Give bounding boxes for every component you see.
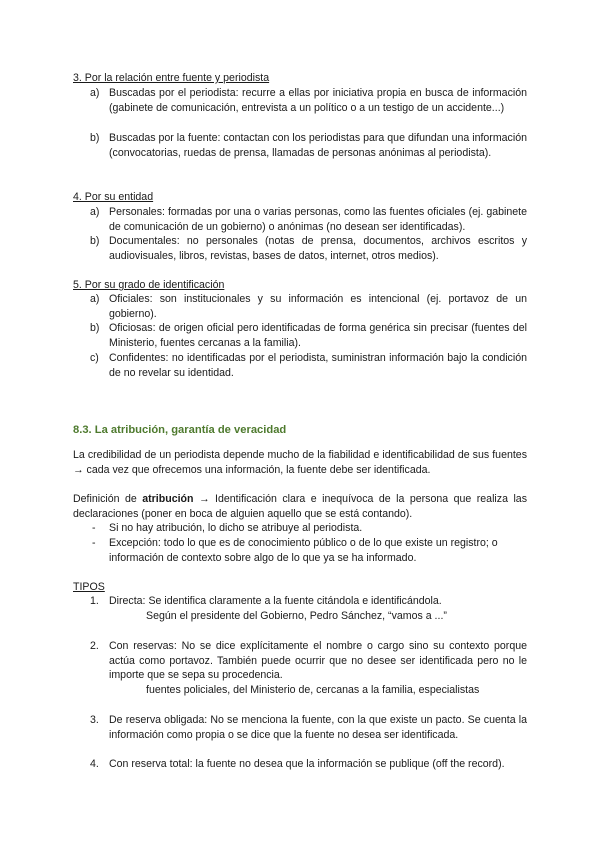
bullet-marker: - <box>92 537 96 549</box>
definition-term: atribución <box>142 493 194 505</box>
list-item: Directa: Se identifica claramente a la fuente citándola e identificándola. <box>109 595 442 607</box>
list-marker: 4. <box>90 758 99 770</box>
list-item: Con reserva total: la fuente no desea que la información se publique (off the record). <box>109 758 505 770</box>
list-item: Buscadas por el periodista: recurre a ellas por iniciativa propia en busca de información (gabinete de comunicación, entrevista a un político o a un testigo de un accidente...) <box>109 87 527 114</box>
list-marker: b) <box>90 322 100 334</box>
list-item: Confidentes: no identificadas por el periodista, suministran información bajo la condición de no revelar su identidad. <box>109 352 527 379</box>
section-3-heading: 3. Por la relación entre fuente y periodista <box>73 72 270 84</box>
list-item: De reserva obligada: No se menciona la fuente, con la que existe un pacto. Se cuenta la información como propia o se dice que la fuente no desea ser identificada. <box>109 714 527 741</box>
list-marker: a) <box>90 206 100 218</box>
list-item: Con reservas: No se dice explícitamente el nombre o cargo sino su contexto porque actúa como portavoz. También puede ocurrir que no desee ser identificada pero no le importe que se sepa su procedencia. <box>109 640 527 682</box>
example-text: Según el presidente del Gobierno, Pedro Sánchez, “vamos a ...” <box>146 610 447 622</box>
list-item: Documentales: no personales (notas de prensa, documentos, archivos escritos y audiovisuales, libros, revistas, bases de datos, internet, otros medios). <box>109 235 527 262</box>
definition-paragraph <box>73 492 527 521</box>
list-marker: c) <box>90 352 99 364</box>
list-item: Oficiales: son institucionales y su información es intencional (ej. portavoz de un gobierno). <box>109 293 527 320</box>
list-marker: 3. <box>90 714 99 726</box>
intro-paragraph: La credibilidad de un periodista depende mucho de la fiabilidad e identificabilidad de sus fuentes → cada vez que ofrecemos una información, la fuente debe ser identificada. <box>73 449 527 476</box>
definition-text: → Identificación clara e inequívoca de la persona que realiza las declaraciones (poner en boca de alguien aquello que se está contando). <box>73 493 527 520</box>
section-5-heading: 5. Por su grado de identificación <box>73 279 225 291</box>
bullet-marker: - <box>92 522 96 534</box>
example-text: fuentes policiales, del Ministerio de, cercanas a la familia, especialistas <box>146 684 480 696</box>
list-item: Oficiosas: de origen oficial pero identificadas de forma genérica sin precisar (fuentes del Ministerio, fuentes cercanas a la familia). <box>109 322 527 349</box>
tipos-heading: TIPOS <box>73 581 105 593</box>
list-item: Buscadas por la fuente: contactan con los periodistas para que difundan una información (convocatorias, ruedas de prensa, llamadas de personas anónimas al periodista). <box>109 132 527 159</box>
list-marker: a) <box>90 87 100 99</box>
bullet-item: Excepción: todo lo que es de conocimiento público o de lo que existe un registro; o información de contexto sobre algo de lo que ya se ha informado. <box>109 537 498 564</box>
list-marker: 1. <box>90 595 99 607</box>
definition-prefix: Definición de <box>73 493 143 505</box>
list-item: Personales: formadas por una o varias personas, como las fuentes oficiales (ej. gabinete de comunicación de un gobierno) o anónimas (no desean ser identificadas). <box>109 206 527 233</box>
list-marker: b) <box>90 235 100 247</box>
list-marker: b) <box>90 132 100 144</box>
section-4-heading: 4. Por su entidad <box>73 191 154 203</box>
list-marker: 2. <box>90 640 99 652</box>
bullet-item: Si no hay atribución, lo dicho se atribuye al periodista. <box>109 522 363 534</box>
list-marker: a) <box>90 293 100 305</box>
section-title: 8.3. La atribución, garantía de veracidad <box>73 424 287 436</box>
